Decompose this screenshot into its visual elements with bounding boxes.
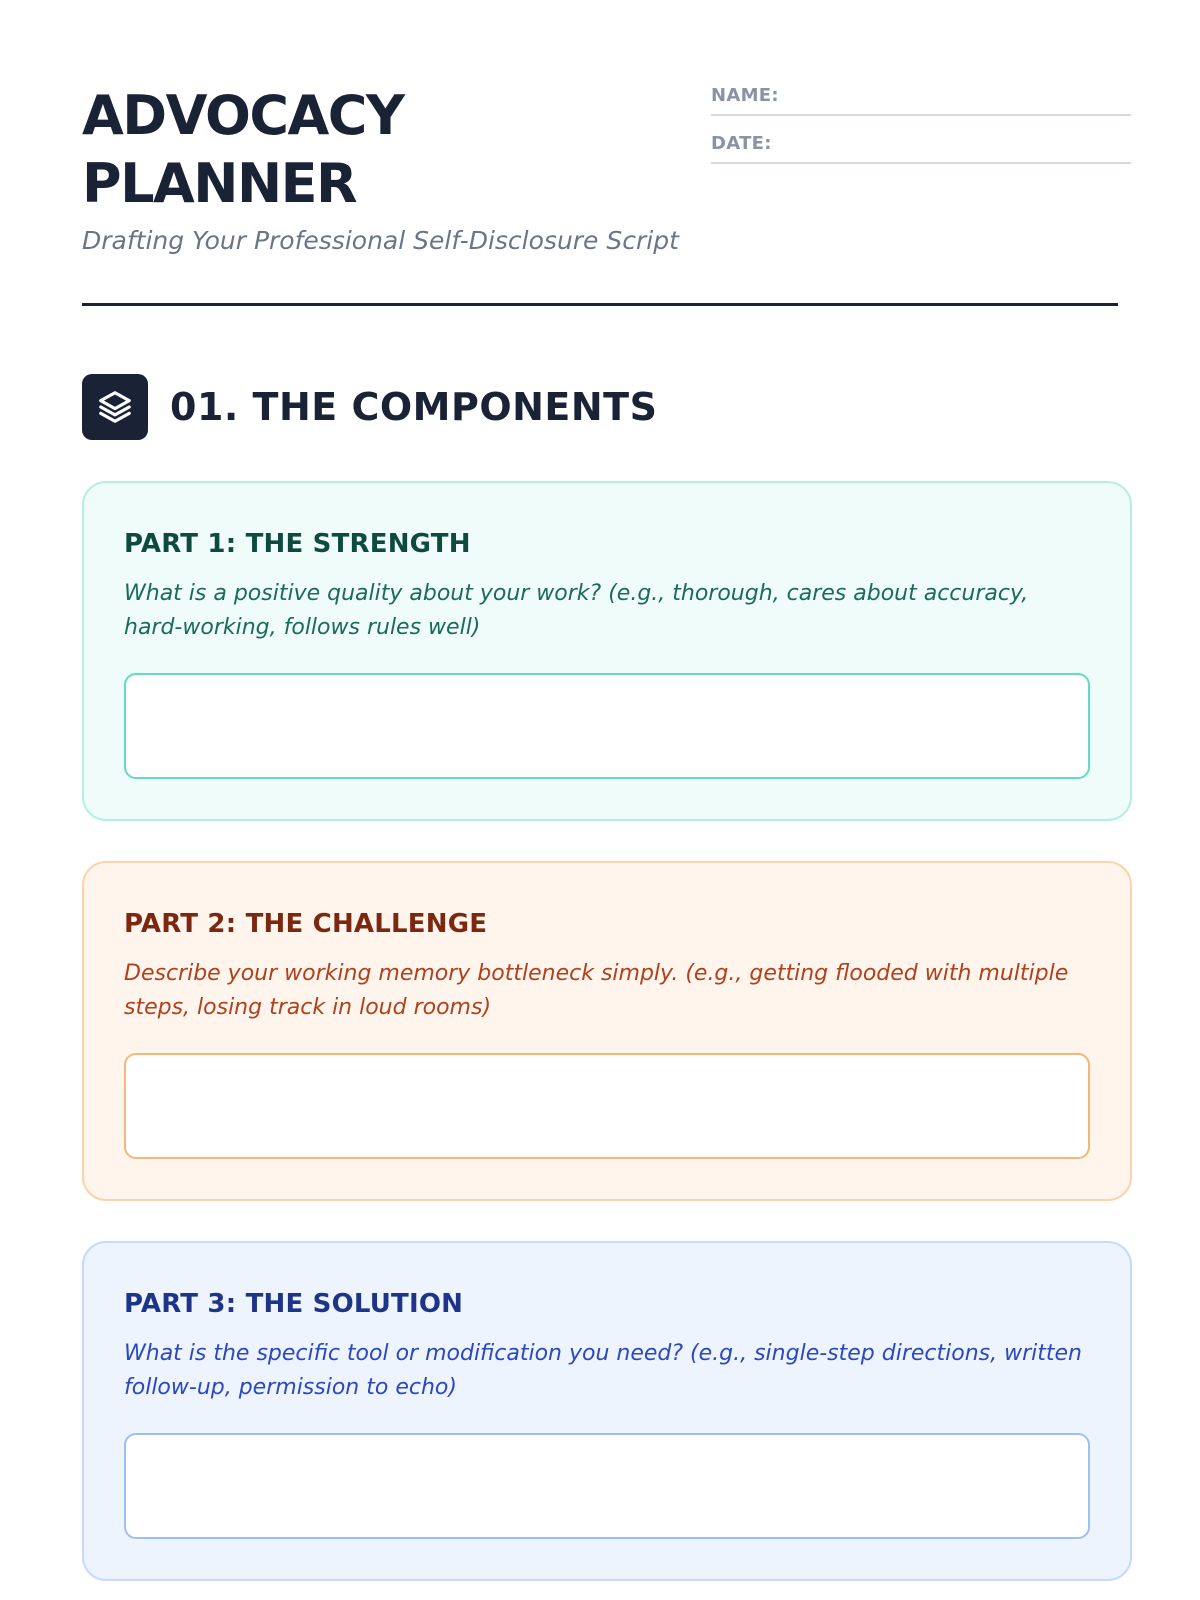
meta-fields: [711, 82, 1131, 164]
card-description: What is the specific tool or modification you need? (e.g., single-step directions, written follow-up, permission to echo): [124, 1341, 1082, 1400]
title-line-1: ADVOCACY: [82, 84, 404, 147]
name-field[interactable]: [711, 82, 1131, 116]
solution-input[interactable]: [124, 1433, 1090, 1539]
card-title: PART 3: THE SOLUTION: [124, 1289, 464, 1319]
card-description: What is a positive quality about your work? (e.g., thorough, cares about accuracy, hard-working, follows rules well): [124, 581, 1029, 640]
challenge-card: [82, 861, 1132, 1201]
challenge-input[interactable]: [124, 1053, 1090, 1159]
page-title: [82, 82, 642, 218]
solution-card: [82, 1241, 1132, 1581]
page-subtitle: Drafting Your Professional Self-Disclosure Script: [82, 226, 679, 255]
card-title: PART 2: THE CHALLENGE: [124, 909, 488, 939]
date-label: DATE:: [711, 133, 772, 154]
date-field[interactable]: [711, 116, 1131, 164]
title-line-2: PLANNER: [82, 152, 357, 215]
card-title: PART 1: THE STRENGTH: [124, 529, 471, 559]
page-header: [82, 0, 1118, 306]
section-heading: [82, 374, 657, 440]
section-title: 01. THE COMPONENTS: [170, 385, 658, 429]
card-description: Describe your working memory bottleneck simply. (e.g., getting flooded with multiple steps, losing track in loud rooms): [124, 961, 1069, 1020]
strength-input[interactable]: [124, 673, 1090, 779]
name-label: NAME:: [711, 85, 779, 106]
strength-card: [82, 481, 1132, 821]
layers-icon: [82, 374, 148, 440]
